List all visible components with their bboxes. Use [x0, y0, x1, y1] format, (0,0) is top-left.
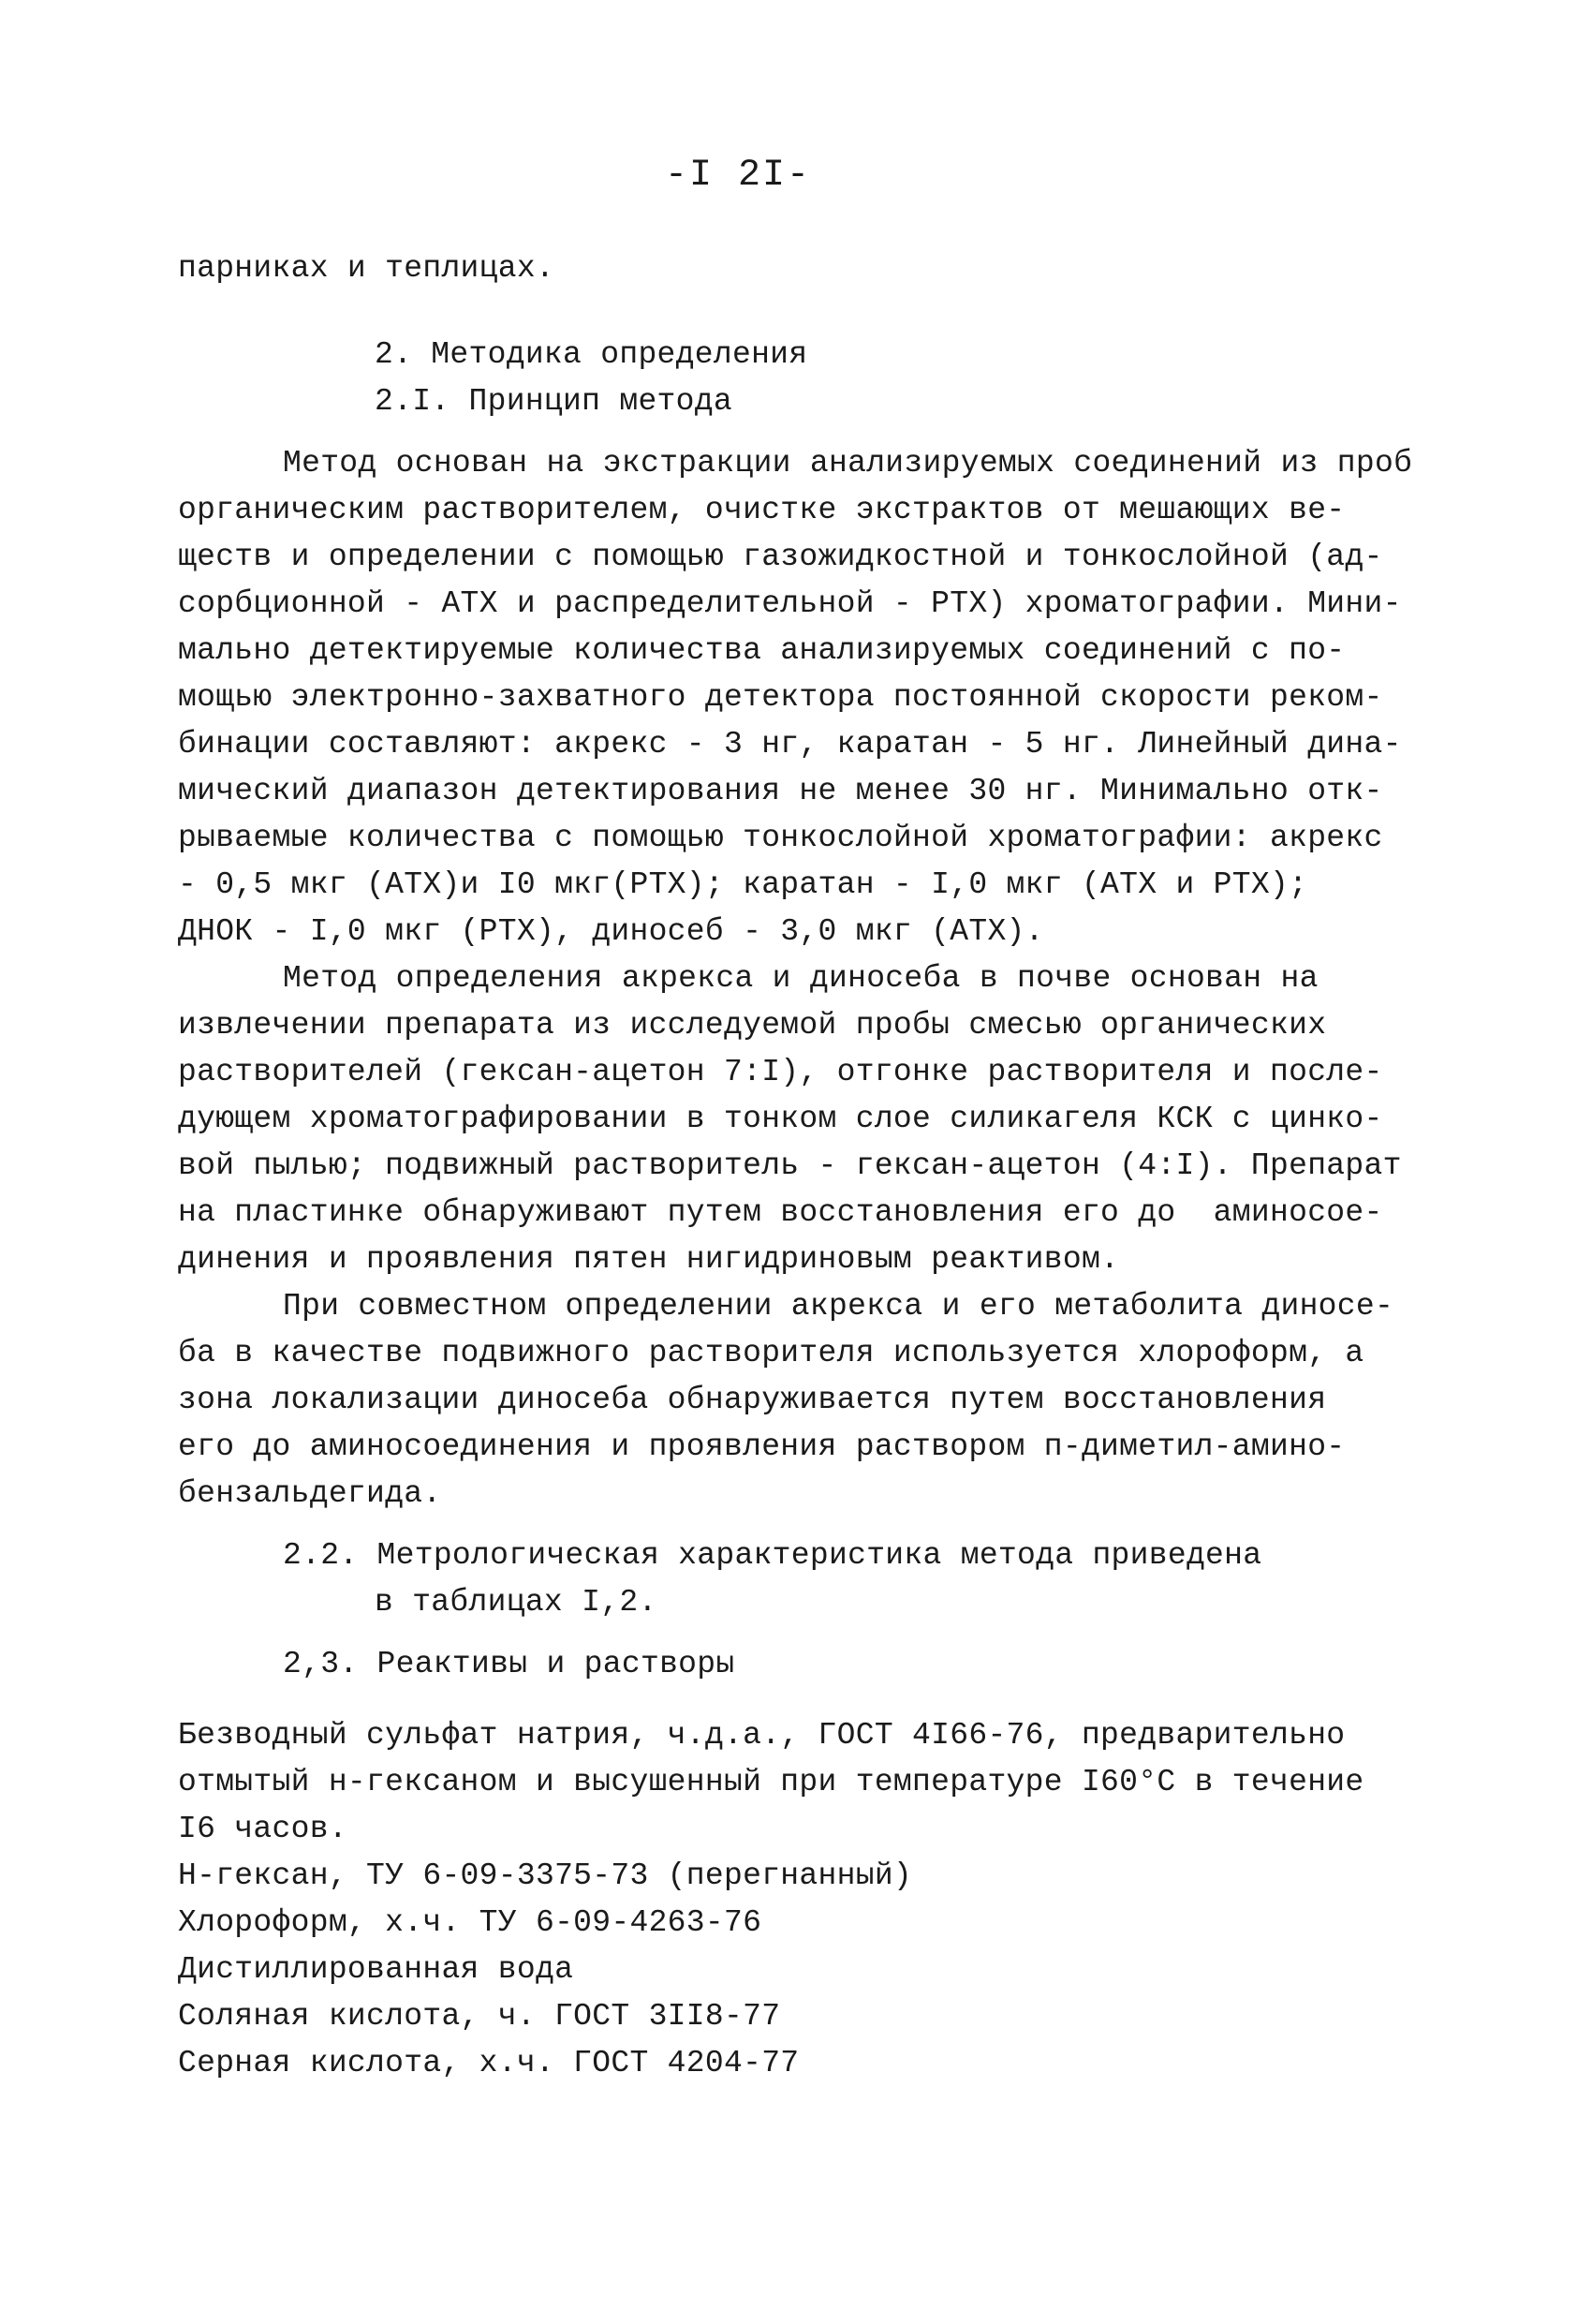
paragraph-line: При совместном определении акрекса и его метаболита диносе-: [283, 1289, 1394, 1324]
paragraph-line: ба в качестве подвижного растворителя используется хлороформ, а: [178, 1336, 1364, 1370]
reagents-list: [178, 1712, 1442, 2087]
paragraph-line: зона локализации диносеба обнаруживается путем восстановления: [178, 1383, 1327, 1417]
reagent-line: Н-гексан, ТУ 6-09-3375-73 (перегнанный): [178, 1858, 913, 1893]
document-body: [178, 245, 1442, 2087]
paragraph-line: на пластинке обнаруживают путем восстановления его до аминосое-: [178, 1195, 1383, 1230]
reagent-line: Дистиллированная вода: [178, 1952, 574, 1987]
paragraph-line: мально детектируемые количества анализируемых соединений с по-: [178, 633, 1346, 668]
paragraph-line: мический диапазон детектирования не менее 30 нг. Минимально отк-: [178, 774, 1383, 808]
paragraph-line: Метод основан на экстракции анализируемых соединений из проб: [283, 446, 1413, 481]
paragraph-line: его до аминосоединения и проявления раствором п-диметил-амино-: [178, 1429, 1346, 1464]
section-2-2: [178, 1532, 1442, 1626]
reagent-line: Хлороформ, х.ч. ТУ 6-09-4263-76: [178, 1905, 762, 1940]
paragraph-line: органическим растворителем, очистке экстрактов от мешающих ве-: [178, 493, 1346, 527]
section-2-3-heading: 2,3. Реактивы и растворы: [283, 1647, 735, 1681]
section-2-2-line: в таблицах I,2.: [375, 1585, 657, 1620]
paragraph-line: дующем хроматографировании в тонком слое силикагеля КСК с цинко-: [178, 1102, 1383, 1136]
paragraph-line: рываемые количества с помощью тонкослойной хроматографии: акрекс: [178, 821, 1383, 855]
section-2-1-heading: 2.I. Принцип метода: [375, 384, 732, 419]
paragraph-line: растворителей (гексан-ацетон 7:I), отгонке растворителя и после-: [178, 1055, 1383, 1089]
intro-line: парниках и теплицах.: [178, 251, 555, 286]
section-2-2-heading: 2.2. Метрологическая характеристика метода приведена: [283, 1538, 1262, 1573]
paragraph-line: мощью электронно-захватного детектора постоянной скорости реком-: [178, 680, 1383, 715]
paragraph-line: сорбционной - АТХ и распределительной - РТХ) хроматографии. Мини-: [178, 586, 1402, 621]
reagent-line: Серная кислота, х.ч. ГОСТ 4204-77: [178, 2046, 800, 2080]
paragraph-method-principle: [178, 440, 1442, 955]
paragraph-line: ДНОК - I,0 мкг (РТХ), диносеб - 3,0 мкг (АТХ).: [178, 914, 1044, 949]
paragraph-line: динения и проявления пятен нигидриновым реактивом.: [178, 1242, 1120, 1277]
reagent-line: Безводный сульфат натрия, ч.д.а., ГОСТ 4I66-76, предварительно: [178, 1718, 1346, 1753]
section-2-heading: 2. Методика определения: [375, 337, 808, 372]
page-number: -I 2I-: [665, 155, 812, 197]
paragraph-line: Метод определения акрекса и диносеба в почве основан на: [283, 961, 1319, 996]
paragraph-line: бензальдегида.: [178, 1476, 442, 1511]
reagent-line: I6 часов.: [178, 1812, 347, 1846]
paragraph-line: ществ и определении с помощью газожидкостной и тонкослойной (ад-: [178, 540, 1383, 574]
paragraph-line: бинации составляют: акрекс - 3 нг, каратан - 5 нг. Линейный дина-: [178, 727, 1402, 762]
reagent-line: отмытый н-гексаном и высушенный при температуре I60°С в течение: [178, 1765, 1364, 1799]
paragraph-line: - 0,5 мкг (АТХ)и I0 мкг(РТХ); каратан - I,0 мкг (АТХ и РТХ);: [178, 867, 1308, 902]
paragraph-soil-method: [178, 955, 1442, 1283]
paragraph-line: вой пылью; подвижный растворитель - гексан-ацетон (4:I). Препарат: [178, 1148, 1402, 1183]
paragraph-joint-determination: [178, 1283, 1442, 1517]
reagent-line: Соляная кислота, ч. ГОСТ 3II8-77: [178, 1999, 781, 2034]
paragraph-line: извлечении препарата из исследуемой пробы смесью органических: [178, 1008, 1327, 1043]
